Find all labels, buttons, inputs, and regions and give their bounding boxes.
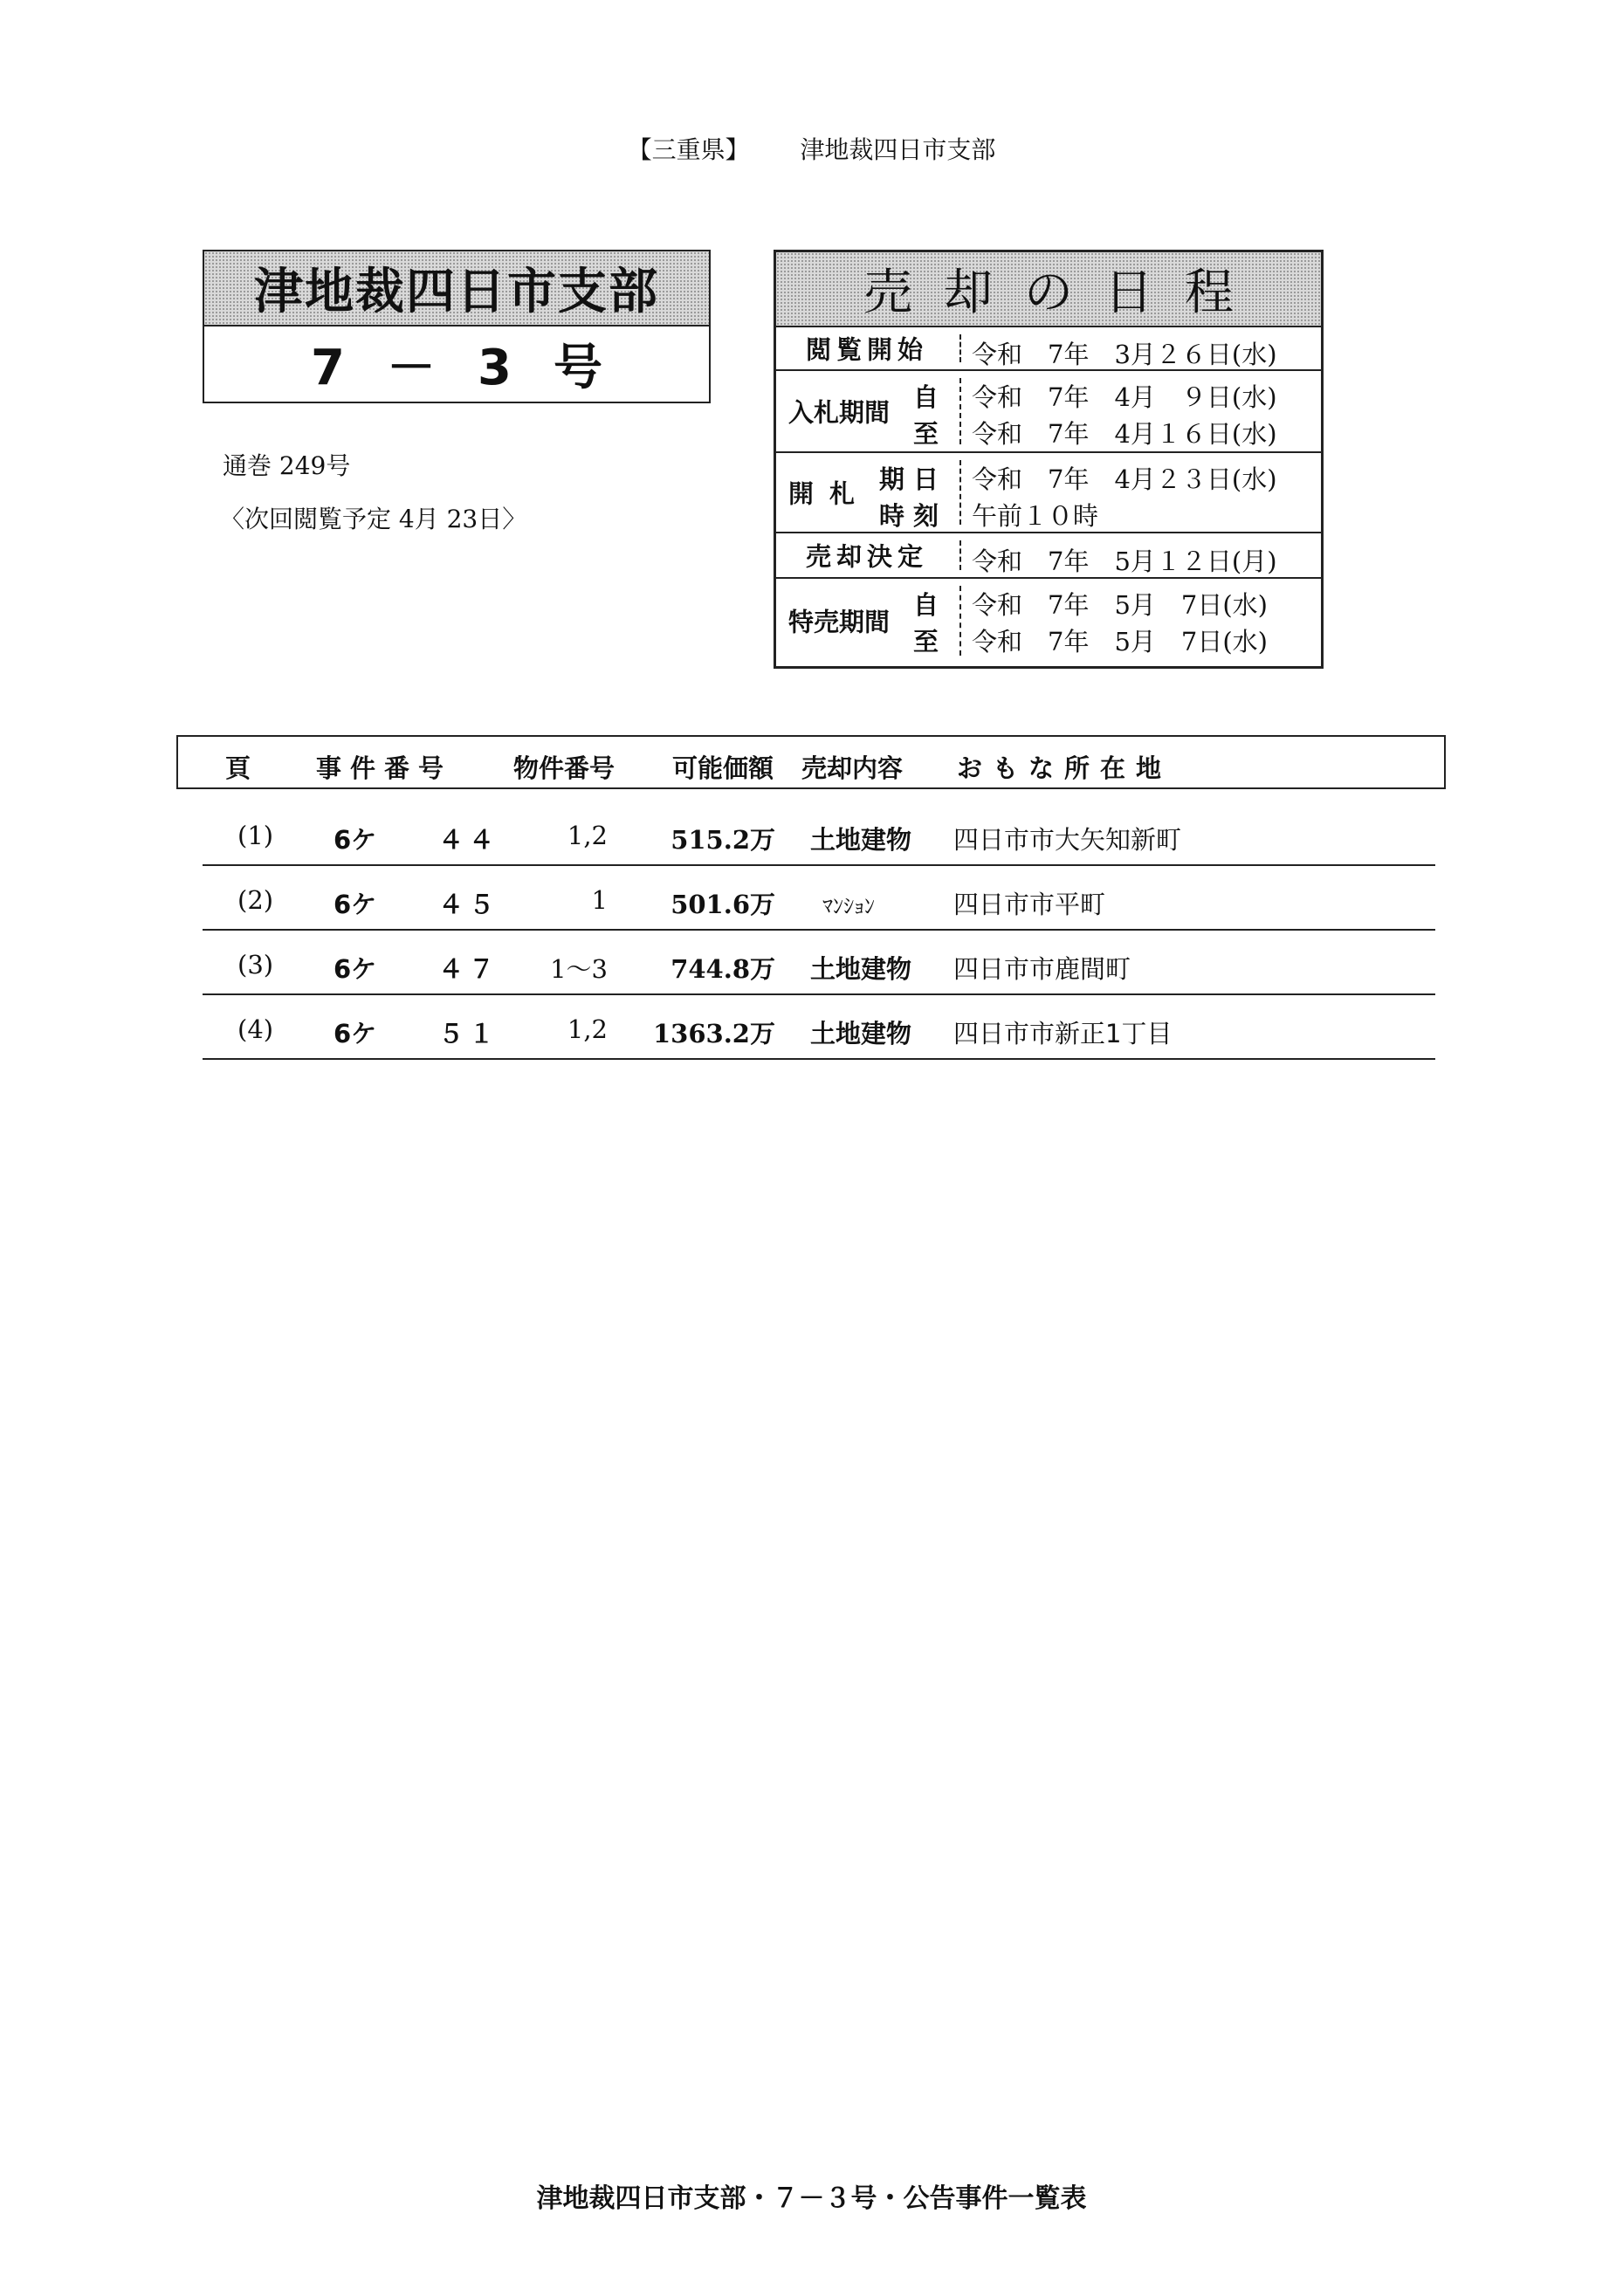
row-property-number: 1～3 <box>550 954 608 984</box>
title-box <box>203 250 711 403</box>
schedule-row-viewing <box>776 327 1321 371</box>
row-page: (3) <box>237 950 274 980</box>
row-case-number: ５１ <box>438 1019 500 1048</box>
next-viewing-date: 〈次回閲覧予定 4月 23日〉 <box>220 505 527 533</box>
col-header-case-number: 事件番号 <box>316 753 453 783</box>
row-case-number: ４５ <box>438 890 500 919</box>
table-row <box>203 801 1435 866</box>
schedule-row-opening <box>776 453 1321 533</box>
title-issue-number: 7－3号 <box>311 340 644 396</box>
row-property-number: 1 <box>591 885 608 915</box>
row-page: (1) <box>237 821 274 850</box>
row-sale-type: 土地建物 <box>810 1019 912 1048</box>
row-location: 四日市市新正1丁目 <box>953 1019 1173 1048</box>
col-header-page: 頁 <box>225 753 251 783</box>
row-page: (4) <box>237 1014 274 1044</box>
schedule-sublabel: 自 <box>912 382 947 412</box>
row-property-number: 1,2 <box>567 1014 608 1044</box>
row-page: (2) <box>237 885 274 915</box>
schedule-label: 開札 <box>788 478 871 509</box>
dashed-divider <box>959 334 961 362</box>
page-footer: 津地裁四日市支部・７－３号・公告事件一覧表 <box>536 2183 1087 2214</box>
table-row <box>203 866 1435 931</box>
schedule-value: 午前１０時 <box>972 501 1099 531</box>
row-price: 1363.2万 <box>653 1019 775 1048</box>
court-label: 津地裁四日市支部 <box>800 135 996 164</box>
schedule-value: 令和 7年 4月２３日(水) <box>972 464 1277 494</box>
table-row <box>203 931 1435 995</box>
schedule-label: 入札期間 <box>788 397 891 428</box>
dashed-divider <box>959 460 961 525</box>
title-court-name: 津地裁四日市支部 <box>204 251 709 327</box>
row-case-number: ４４ <box>438 825 500 855</box>
row-sale-type: ﾏﾝｼｮﾝ <box>822 894 875 918</box>
row-location: 四日市市平町 <box>953 890 1106 919</box>
row-case-type: 6ケ <box>334 1019 377 1048</box>
col-header-price: 可能価額 <box>672 753 774 783</box>
schedule-value: 令和 7年 5月 7日(水) <box>972 590 1268 620</box>
col-header-property-number: 物件番号 <box>513 753 616 783</box>
row-sale-type: 土地建物 <box>810 825 912 855</box>
row-case-type: 6ケ <box>334 825 377 855</box>
schedule-label: 特売期間 <box>788 607 891 637</box>
page-header <box>0 131 1623 166</box>
schedule-sublabel: 至 <box>912 627 947 656</box>
row-property-number: 1,2 <box>567 821 608 850</box>
col-header-location: おもな所在地 <box>957 753 1173 783</box>
row-location: 四日市市大矢知新町 <box>953 825 1182 855</box>
case-table-header <box>176 735 1446 789</box>
row-location: 四日市市鹿間町 <box>953 954 1131 984</box>
prefecture-label: 【三重県】 <box>627 135 750 164</box>
schedule-value: 令和 7年 5月 7日(水) <box>972 627 1268 656</box>
table-row <box>203 995 1435 1060</box>
schedule-row-bidding <box>776 371 1321 453</box>
dashed-divider <box>959 378 961 444</box>
col-header-sale-type: 売却内容 <box>801 753 904 783</box>
row-sale-type: 土地建物 <box>810 954 912 984</box>
schedule-value: 令和 7年 4月１６日(水) <box>972 419 1277 449</box>
schedule-sublabel: 自 <box>912 590 947 620</box>
dashed-divider <box>959 586 961 656</box>
schedule-sublabel: 時刻 <box>878 501 947 531</box>
schedule-value: 令和 7年 3月２６日(水) <box>972 340 1277 369</box>
schedule-label: 閲覧開始 <box>805 334 928 365</box>
sale-schedule-box <box>774 250 1324 669</box>
schedule-sublabel: 期日 <box>878 464 947 494</box>
schedule-row-special-sale <box>776 579 1321 663</box>
dashed-divider <box>959 540 961 570</box>
row-case-type: 6ケ <box>334 890 377 919</box>
row-price: 501.6万 <box>671 890 775 919</box>
schedule-value: 令和 7年 4月 ９日(水) <box>972 382 1277 412</box>
volume-number: 通巻 249号 <box>223 451 351 480</box>
row-case-type: 6ケ <box>334 954 377 984</box>
row-price: 744.8万 <box>671 954 775 984</box>
row-price: 515.2万 <box>671 825 775 855</box>
schedule-value: 令和 7年 5月１２日(月) <box>972 547 1277 576</box>
row-case-number: ４７ <box>438 954 500 984</box>
schedule-title: 売却の日程 <box>776 252 1321 327</box>
schedule-label: 売却決定 <box>805 541 928 572</box>
schedule-row-decision <box>776 533 1321 579</box>
schedule-sublabel: 至 <box>912 419 947 449</box>
